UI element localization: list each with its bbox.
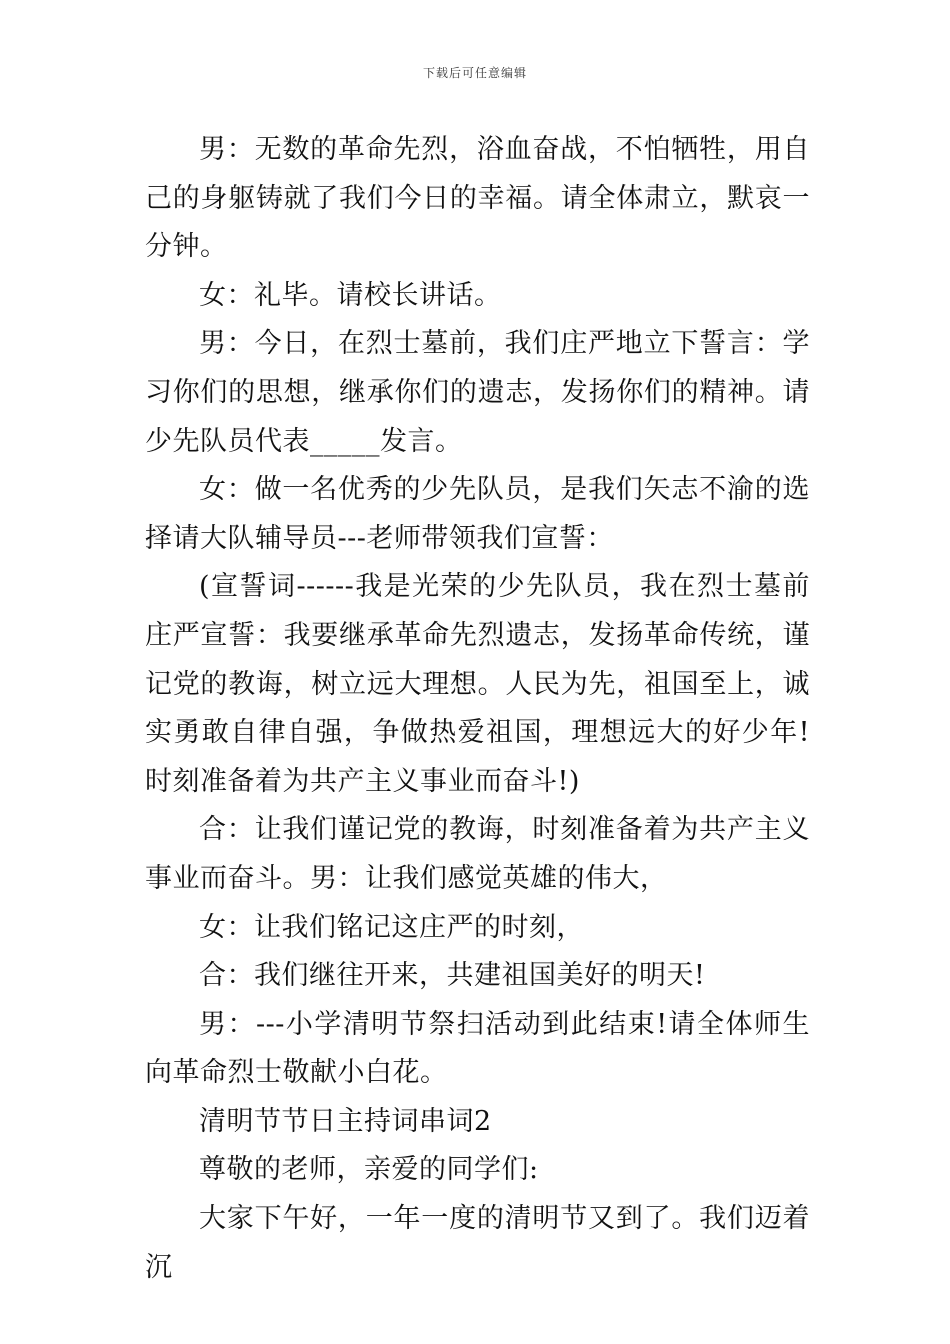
paragraph: 女：礼毕。请校长讲话。: [199, 279, 502, 311]
section-title: 清明节节日主持词串词2: [199, 1105, 492, 1137]
document-body: [145, 126, 810, 1292]
paragraph: 男：---小学清明节祭扫活动到此结束!请全体师生向革命烈士敬献小白花。: [145, 1008, 810, 1089]
greeting: 尊敬的老师，亲爱的同学们:: [199, 1154, 539, 1186]
paragraph: 大家下午好，一年一度的清明节又到了。我们迈着沉: [145, 1203, 810, 1283]
paragraph: (宣誓词------我是光荣的少先队员，我在烈士墓前庄严宣誓：我要继承革命先烈遗志，发扬革命传统，谨记党的教诲，树立远大理想。人民为先，祖国至上，诚实勇敢自律自强，争做热爱祖国，理想远大的好少年!时刻准备着为共产主义事业而奋斗!): [145, 571, 810, 797]
paragraph: 男：无数的革命先烈，浴血奋战，不怕牺牲，用自己的身躯铸就了我们今日的幸福。请全体肃立，默哀一分钟。: [145, 134, 810, 263]
paragraph: 男：今日，在烈士墓前，我们庄严地立下誓言：学习你们的思想，继承你们的遗志，发扬你们的精神。请少先队员代表_____发言。: [145, 328, 810, 457]
paragraph: 合：让我们谨记党的教诲，时刻准备着为共产主义事业而奋斗。男：让我们感觉英雄的伟大，: [145, 814, 810, 894]
paragraph: 女：让我们铭记这庄严的时刻，: [199, 911, 584, 943]
paragraph: 女：做一名优秀的少先队员，是我们矢志不渝的选择请大队辅导员---老师带领我们宣誓：: [145, 474, 810, 554]
paragraph: 合：我们继往开来，共建祖国美好的明天!: [199, 960, 706, 992]
header-note: 下载后可任意编辑: [422, 66, 527, 80]
